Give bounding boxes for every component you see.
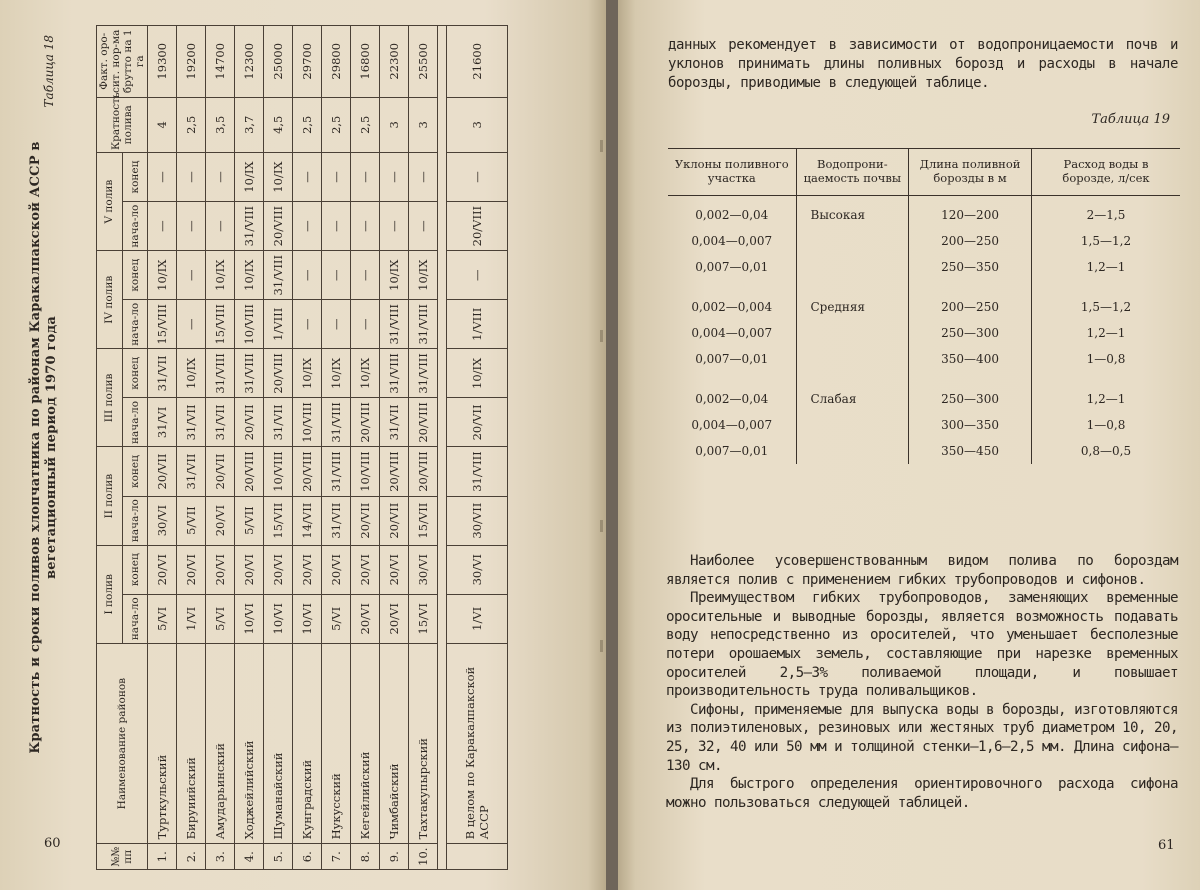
table-cell: 20/VII (351, 496, 380, 545)
page-number-right: 61 (1158, 838, 1175, 853)
paragraph: Сифоны, применяемые для выпуска воды в борозды, изготовляются из полиэтиленовых, резиновых или жестяных труб диаметром 10, 20, 25, 32, 40 или 50 мм и толщиной стенки—1,6—2,5 мм. Длина сифона—130 см. (666, 701, 1178, 774)
table-cell: — (447, 153, 508, 202)
table-cell: 31/VII (264, 398, 293, 447)
table-cell: 10/VIII (293, 398, 322, 447)
table-cell: 31/VII (148, 349, 177, 398)
table-row (235, 26, 264, 870)
table-cell: 29700 (293, 26, 322, 98)
row-number: 2. (177, 844, 206, 870)
table-cell: 3 (380, 97, 409, 152)
table-cell: 31/VI (148, 398, 177, 447)
rotated-table-18 (28, 25, 588, 870)
header-irrigation-3: III полив (97, 349, 123, 447)
table-cell: 1/VI (447, 594, 508, 643)
table-cell: 21600 (447, 26, 508, 98)
district-name: Нукусский (322, 643, 351, 844)
table-cell: 10/IX (206, 251, 235, 300)
intro-paragraph: данных рекомендует в зависимости от водопроницаемости почв и уклонов принимать длины поливных борозд и расходы в начале борозды, приводимые в следующей таблице. (668, 37, 1178, 91)
district-name: Шуманайский (264, 643, 293, 844)
slope-cell: 0,007—0,01 (695, 444, 769, 458)
table-cell: 20/VIII (409, 398, 438, 447)
table-cell: 1/VIII (447, 300, 508, 349)
table-row (668, 294, 1180, 320)
table-cell: 20/VIII (293, 447, 322, 496)
length-cell: 250—350 (909, 254, 1032, 280)
table-19-label: Таблица 19 (1091, 112, 1170, 127)
header-frequency: Кратность полива (97, 97, 148, 152)
table-cell: 15/VI (409, 594, 438, 643)
length-cell: 200—250 (909, 228, 1032, 254)
district-name: Чимбайский (380, 643, 409, 844)
table-cell: — (148, 153, 177, 202)
table-cell: 25000 (264, 26, 293, 98)
header-end: конец (122, 251, 148, 300)
length-cell: 200—250 (909, 294, 1032, 320)
table-cell: 10/IX (293, 349, 322, 398)
table-cell: 15/VIII (148, 300, 177, 349)
table-row (148, 26, 177, 870)
table-cell: 20/VI (148, 545, 177, 594)
header-start: нача-ло (122, 202, 148, 251)
table-cell: 10/IX (351, 349, 380, 398)
table-cell: 1/VI (177, 594, 206, 643)
table-cell: 10/VIII (351, 447, 380, 496)
table-cell: 10/IX (177, 349, 206, 398)
table-cell: 10/IX (235, 251, 264, 300)
length-cell: 120—200 (909, 196, 1032, 229)
row-number: 7. (322, 844, 351, 870)
table-cell: 31/VIII (322, 398, 351, 447)
row-number: 8. (351, 844, 380, 870)
table-cell: 20/VI (380, 594, 409, 643)
table-cell: — (322, 300, 351, 349)
table-cell: — (177, 153, 206, 202)
table-cell: 31/VIII (409, 349, 438, 398)
table-cell: 20/VI (235, 545, 264, 594)
header-end: конец (122, 349, 148, 398)
table-row (668, 228, 1180, 254)
table-cell: 20/VI (380, 545, 409, 594)
paragraph: Для быстрого определения ориентировочного расхода сифона можно пользоваться следующей таблицей. (666, 776, 1178, 811)
table-cell: 3 (447, 97, 508, 152)
slope-cell: 0,007—0,01 (695, 260, 769, 274)
irrigation-schedule-table (96, 25, 508, 870)
slope-cell: 0,002—0,04 (695, 208, 769, 222)
table-row (668, 386, 1180, 412)
district-name: Турткульский (148, 643, 177, 844)
header-irrigation-1: I полив (97, 545, 123, 643)
table-cell: 31/VII (206, 398, 235, 447)
table-cell: — (351, 153, 380, 202)
table-cell: 20/VI (351, 594, 380, 643)
table-cell: — (322, 202, 351, 251)
slope-cell: 0,007—0,01 (695, 352, 769, 366)
header-end: конец (122, 153, 148, 202)
header-irrigation-4: IV полив (97, 251, 123, 349)
table-row (668, 320, 1180, 346)
table-cell: 25500 (409, 26, 438, 98)
table-cell: 20/VIII (235, 447, 264, 496)
table-cell: 20/VI (177, 545, 206, 594)
right-page (618, 0, 1200, 890)
district-name: Амударьинский (206, 643, 235, 844)
district-name: В целом по Каракалпакской АССР (447, 643, 508, 844)
table-cell: 15/VII (409, 496, 438, 545)
table-cell: 20/VI (206, 496, 235, 545)
header-length: Длина поливной борозды в м (909, 149, 1032, 196)
table-cell: — (177, 202, 206, 251)
table-cell: 30/VI (409, 545, 438, 594)
permeability-cell: Слабая (796, 386, 909, 412)
table-cell: — (409, 153, 438, 202)
page-number-left: 60 (44, 836, 61, 851)
row-number: 3. (206, 844, 235, 870)
header-flow: Расход воды в борозде, л/сек (1032, 149, 1181, 196)
table-cell: 20/VII (447, 398, 508, 447)
table-cell: — (293, 300, 322, 349)
table-cell: 10/IX (148, 251, 177, 300)
table-cell: 30/VII (447, 496, 508, 545)
table-row (668, 254, 1180, 280)
flow-cell: 1,2—1 (1032, 254, 1181, 280)
table-cell: 4,5 (264, 97, 293, 152)
table-cell: 5/VII (235, 496, 264, 545)
table-cell: 20/VII (206, 447, 235, 496)
furrow-table (668, 148, 1180, 464)
table-cell: 20/VI (293, 545, 322, 594)
table-cell: — (206, 153, 235, 202)
table-row (668, 438, 1180, 464)
flow-cell: 0,8—0,5 (1032, 438, 1181, 464)
table-cell: 10/IX (447, 349, 508, 398)
flow-cell: 1,5—1,2 (1032, 228, 1181, 254)
permeability-cell (796, 346, 909, 372)
table-cell: 10/IX (264, 153, 293, 202)
table-cell: — (380, 153, 409, 202)
table-cell: 10/IX (380, 251, 409, 300)
row-number: 1. (148, 844, 177, 870)
district-name: Кегейлийский (351, 643, 380, 844)
table-cell: 20/VII (380, 496, 409, 545)
table-cell: 10/VIII (235, 300, 264, 349)
row-number: 10. (409, 844, 438, 870)
table-cell: 20/VII (235, 398, 264, 447)
table-cell: 20/VIII (351, 398, 380, 447)
table-row (668, 346, 1180, 372)
table-cell: 10/VI (264, 594, 293, 643)
table-cell: — (380, 202, 409, 251)
district-name: Кунградский (293, 643, 322, 844)
table-cell: — (409, 202, 438, 251)
table-cell: 31/VIII (380, 300, 409, 349)
permeability-cell: Высокая (796, 196, 909, 229)
table-cell: 5/VI (148, 594, 177, 643)
table-cell: 3,7 (235, 97, 264, 152)
table-cell: 19300 (148, 26, 177, 98)
table-18-title (28, 25, 60, 870)
permeability-cell (796, 320, 909, 346)
table-cell: 31/VIII (235, 349, 264, 398)
table-cell: — (351, 251, 380, 300)
length-cell: 300—350 (909, 412, 1032, 438)
flow-cell: 1,2—1 (1032, 386, 1181, 412)
title-line-1: Кратность и сроки поливов хлопчатника по районам Каракалпакской АССР в (28, 141, 43, 754)
flow-cell: 1—0,8 (1032, 346, 1181, 372)
table-cell: — (293, 153, 322, 202)
table-cell: 31/VIII (206, 349, 235, 398)
title-line-2: вегетационный период 1970 года (44, 316, 59, 579)
table-cell: 2,5 (177, 97, 206, 152)
paragraph: Наиболее усовершенствованным видом полива по бороздам является полив с применением гибких трубопроводов и сифонов. (666, 553, 1178, 588)
body-text (666, 552, 1178, 812)
table-cell: — (293, 251, 322, 300)
table-cell: 2,5 (351, 97, 380, 152)
row-number (447, 844, 508, 870)
table-cell: 20/VIII (380, 447, 409, 496)
permeability-cell: Средняя (796, 294, 909, 320)
table-cell: 12300 (235, 26, 264, 98)
table-cell: 20/VI (206, 545, 235, 594)
header-irrigation-2: II полив (97, 447, 123, 545)
header-irrigation-5: V полив (97, 153, 123, 251)
table-cell: 31/VIII (447, 447, 508, 496)
table-row (322, 26, 351, 870)
flow-cell: 1,2—1 (1032, 320, 1181, 346)
header-norm: Факт. оро-сит. нор-ма брутто на 1 га (97, 26, 148, 98)
header-end: конец (122, 447, 148, 496)
table-cell: 10/IX (235, 153, 264, 202)
table-cell: 10/VIII (264, 447, 293, 496)
table-cell: 3 (409, 97, 438, 152)
header-start: нача-ло (122, 300, 148, 349)
table-row (668, 412, 1180, 438)
table-cell: 31/VII (322, 496, 351, 545)
table-cell: 4 (148, 97, 177, 152)
header-start: нача-ло (122, 398, 148, 447)
paragraph: Преимуществом гибких трубопроводов, заменяющих временные оросительные и выводные борозды, является возможность подавать воду непосредственно из оросителей, что уменьшает бесполезные потери орошаемых земель, составляющие при нарезке временных оросителей 2,5—3% поливаемой площади, и повышает производительность труда поливальщиков. (666, 590, 1178, 700)
table-cell: 20/VIII (447, 202, 508, 251)
row-number: 5. (264, 844, 293, 870)
total-row (447, 26, 508, 870)
flow-cell: 1,5—1,2 (1032, 294, 1181, 320)
table-cell: 30/VI (447, 545, 508, 594)
table-cell: 31/VIII (322, 447, 351, 496)
district-name: Тахтакупырский (409, 643, 438, 844)
table-cell: 31/VIII (235, 202, 264, 251)
table-cell: 10/VI (235, 594, 264, 643)
table-cell: 20/VI (322, 545, 351, 594)
table-cell: — (322, 153, 351, 202)
table-cell: 22300 (380, 26, 409, 98)
table-cell: 10/VI (293, 594, 322, 643)
table-cell: — (177, 251, 206, 300)
table-cell: 31/VIII (380, 349, 409, 398)
slope-cell: 0,002—0,04 (695, 392, 769, 406)
table-cell: 15/VII (264, 496, 293, 545)
table-cell: — (177, 300, 206, 349)
table-cell: 31/VIII (264, 251, 293, 300)
table-cell: 20/VI (264, 545, 293, 594)
permeability-cell (796, 228, 909, 254)
table-row (668, 196, 1180, 229)
table-cell: 10/IX (409, 251, 438, 300)
length-cell: 250—300 (909, 320, 1032, 346)
table-cell: — (351, 202, 380, 251)
table-row (177, 26, 206, 870)
row-number: 9. (380, 844, 409, 870)
table-cell: 29800 (322, 26, 351, 98)
table-row (409, 26, 438, 870)
table-row (293, 26, 322, 870)
table-cell: 2,5 (322, 97, 351, 152)
table-row (264, 26, 293, 870)
table-cell: 5/VI (322, 594, 351, 643)
row-number: 4. (235, 844, 264, 870)
table-cell: 30/VI (148, 496, 177, 545)
table-cell: — (148, 202, 177, 251)
permeability-cell (796, 412, 909, 438)
table-cell: 16800 (351, 26, 380, 98)
table-cell: 14700 (206, 26, 235, 98)
table-cell: — (322, 251, 351, 300)
table-cell: 5/VII (177, 496, 206, 545)
flow-cell: 2—1,5 (1032, 196, 1181, 229)
table-cell: — (447, 251, 508, 300)
table-cell: — (293, 202, 322, 251)
table-cell: 19200 (177, 26, 206, 98)
table-cell: 20/VIII (409, 447, 438, 496)
table-cell: 10/IX (322, 349, 351, 398)
table-cell: 31/VII (177, 447, 206, 496)
table-cell: 1/VIII (264, 300, 293, 349)
length-cell: 250—300 (909, 386, 1032, 412)
header-permeability: Водопрони-цаемость почвы (796, 149, 909, 196)
table-cell: 31/VII (177, 398, 206, 447)
table-18-label: Таблица 18 (42, 35, 56, 108)
table-cell: 14/VII (293, 496, 322, 545)
table-cell: 31/VII (380, 398, 409, 447)
table-row (206, 26, 235, 870)
table-cell: 2,5 (293, 97, 322, 152)
header-num: №№ пп (97, 844, 148, 870)
permeability-cell (796, 438, 909, 464)
slope-cell: 0,004—0,007 (691, 418, 773, 432)
header-end: конец (122, 545, 148, 594)
length-cell: 350—450 (909, 438, 1032, 464)
slope-cell: 0,004—0,007 (691, 326, 773, 340)
district-name: Бируиийский (177, 643, 206, 844)
table-cell: 20/VI (351, 545, 380, 594)
table-cell: 20/VIII (264, 202, 293, 251)
header-district: Наименование районов (97, 643, 148, 844)
table-cell: — (206, 202, 235, 251)
flow-cell: 1—0,8 (1032, 412, 1181, 438)
table-cell: — (351, 300, 380, 349)
table-cell: 3,5 (206, 97, 235, 152)
slope-cell: 0,002—0,004 (691, 300, 773, 314)
table-cell: 5/VI (206, 594, 235, 643)
header-start: нача-ло (122, 496, 148, 545)
slope-cell: 0,004—0,007 (691, 234, 773, 248)
table-cell: 15/VIII (206, 300, 235, 349)
table-row (351, 26, 380, 870)
table-cell: 20/VII (148, 447, 177, 496)
length-cell: 350—400 (909, 346, 1032, 372)
table-cell: 20/VIII (264, 349, 293, 398)
row-number: 6. (293, 844, 322, 870)
header-start: нача-ло (122, 594, 148, 643)
district-name: Ходжейлийский (235, 643, 264, 844)
table-cell: 31/VIII (409, 300, 438, 349)
table-row (380, 26, 409, 870)
permeability-cell (796, 254, 909, 280)
header-slope: Уклоны поливного участка (668, 149, 796, 196)
